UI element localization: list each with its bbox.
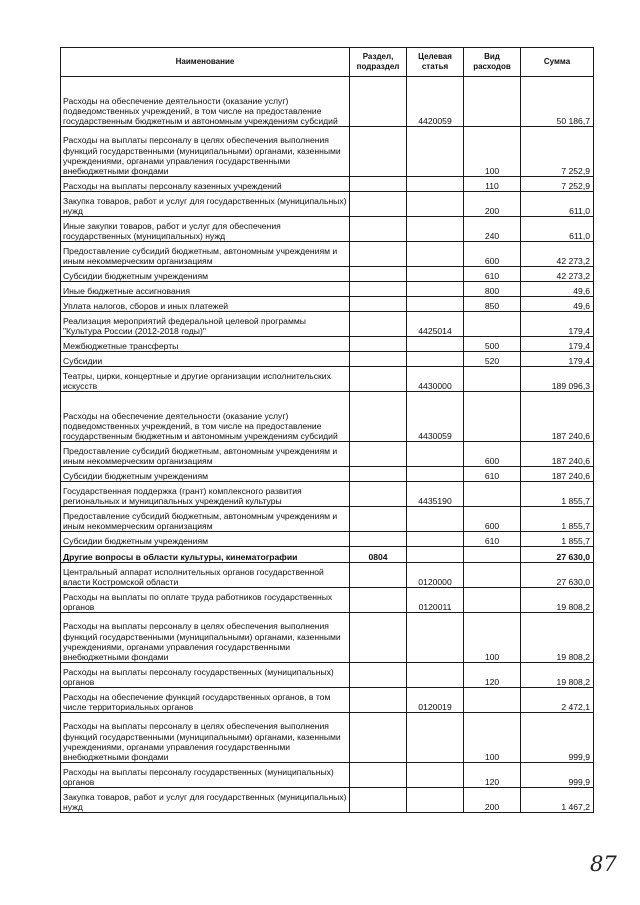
row-type-cell: 610 — [464, 467, 521, 482]
table-row — [61, 563, 594, 588]
row-sum-cell: 27 630,0 — [521, 563, 594, 588]
row-section-cell — [350, 367, 407, 392]
row-type-cell: 520 — [464, 352, 521, 367]
table-row — [61, 442, 594, 467]
row-type-cell: 610 — [464, 267, 521, 282]
row-type-cell: 600 — [464, 507, 521, 532]
row-article-cell: 4425014 — [407, 312, 464, 337]
row-name-cell: Расходы на обеспечение деятельности (оказание услуг) подведомственных учреждений, в том числе на предоставление государственным бюджетным и автономным учреждениям субсидий — [61, 77, 350, 127]
row-name-cell: Уплата налогов, сборов и иных платежей — [61, 297, 350, 312]
row-name-cell: Расходы на выплаты персоналу в целях обеспечения выполнения функций государственными (муниципальными) органами, казенными учреждениями, органами управления государственными внебюджетными фондами — [61, 713, 350, 763]
row-name-cell: Расходы на выплаты персоналу государственных (муниципальных) органов — [61, 663, 350, 688]
row-article-cell: 4420059 — [407, 77, 464, 127]
row-section-cell — [350, 337, 407, 352]
row-section-cell — [350, 507, 407, 532]
row-sum-cell: 19 808,2 — [521, 613, 594, 663]
row-name-cell: Субсидии бюджетным учреждениям — [61, 467, 350, 482]
row-section-cell — [350, 127, 407, 177]
row-article-cell — [407, 127, 464, 177]
table-row — [61, 282, 594, 297]
row-sum-cell: 611,0 — [521, 217, 594, 242]
table-row — [61, 467, 594, 482]
row-name-cell: Расходы на выплаты персоналу в целях обеспечения выполнения функций государственными (муниципальными) органами, казенными учреждениями, органами управления государственными внебюджетными фондами — [61, 613, 350, 663]
row-type-cell: 100 — [464, 713, 521, 763]
row-name-cell: Расходы на обеспечение функций государственных органов, в том числе территориальных органов — [61, 688, 350, 713]
row-sum-cell: 187 240,6 — [521, 442, 594, 467]
row-name-cell: Иные бюджетные ассигнования — [61, 282, 350, 297]
row-type-cell: 610 — [464, 532, 521, 547]
row-section-cell — [350, 177, 407, 192]
row-section-cell — [350, 392, 407, 442]
table-row — [61, 312, 594, 337]
row-name-cell: Субсидии — [61, 352, 350, 367]
row-section-cell — [350, 467, 407, 482]
row-sum-cell: 611,0 — [521, 192, 594, 217]
row-type-cell — [464, 77, 521, 127]
row-type-cell: 110 — [464, 177, 521, 192]
table-row — [61, 297, 594, 312]
table-row — [61, 713, 594, 763]
row-type-cell: 850 — [464, 297, 521, 312]
row-article-cell — [407, 442, 464, 467]
row-section-cell: 0804 — [350, 547, 407, 563]
row-type-cell — [464, 312, 521, 337]
row-type-cell: 500 — [464, 337, 521, 352]
row-sum-cell: 179,4 — [521, 352, 594, 367]
row-name-cell: Центральный аппарат исполнительных органов государственной власти Костромской области — [61, 563, 350, 588]
table-row — [61, 392, 594, 442]
row-sum-cell: 49,6 — [521, 282, 594, 297]
row-name-cell: Государственная поддержка (грант) комплексного развития региональных и муниципальных учреждений культуры — [61, 482, 350, 507]
row-article-cell: 4430059 — [407, 392, 464, 442]
table-row — [61, 547, 594, 563]
row-section-cell — [350, 297, 407, 312]
row-article-cell — [407, 613, 464, 663]
row-sum-cell: 1 855,7 — [521, 482, 594, 507]
header-sum: Сумма — [521, 48, 594, 77]
row-article-cell — [407, 352, 464, 367]
row-sum-cell: 999,9 — [521, 763, 594, 788]
header-section: Раздел, подраздел — [350, 48, 407, 77]
row-sum-cell: 50 186,7 — [521, 77, 594, 127]
row-sum-cell: 7 252,9 — [521, 177, 594, 192]
row-section-cell — [350, 713, 407, 763]
row-article-cell — [407, 282, 464, 297]
row-name-cell: Межбюджетные трансферты — [61, 337, 350, 352]
row-article-cell — [407, 663, 464, 688]
page-number: 87 — [590, 852, 617, 876]
row-name-cell: Предоставление субсидий бюджетным, автономным учреждениям и иным некоммерческим организациям — [61, 442, 350, 467]
row-article-cell — [407, 267, 464, 282]
row-section-cell — [350, 532, 407, 547]
row-sum-cell: 49,6 — [521, 297, 594, 312]
row-sum-cell: 19 808,2 — [521, 588, 594, 613]
row-name-cell: Предоставление субсидий бюджетным, автономным учреждениям и иным некоммерческим организациям — [61, 242, 350, 267]
row-article-cell — [407, 507, 464, 532]
table-header-row — [61, 48, 594, 77]
row-section-cell — [350, 613, 407, 663]
table-row — [61, 788, 594, 813]
row-type-cell — [464, 392, 521, 442]
table-row — [61, 688, 594, 713]
row-name-cell: Расходы на выплаты персоналу государственных (муниципальных) органов — [61, 763, 350, 788]
row-article-cell: 0120000 — [407, 563, 464, 588]
table-row — [61, 127, 594, 177]
row-type-cell — [464, 688, 521, 713]
row-type-cell: 200 — [464, 788, 521, 813]
row-name-cell: Расходы на обеспечение деятельности (оказание услуг) подведомственных учреждений, в том числе на предоставление государственным бюджетным и автономным учреждениям субсидий — [61, 392, 350, 442]
row-article-cell: 4435190 — [407, 482, 464, 507]
header-article: Целевая статья — [407, 48, 464, 77]
row-article-cell: 0120019 — [407, 688, 464, 713]
row-name-cell: Расходы на выплаты по оплате труда работников государственных органов — [61, 588, 350, 613]
row-type-cell: 600 — [464, 242, 521, 267]
row-name-cell: Иные закупки товаров, работ и услуг для обеспечения государственных (муниципальных) нужд — [61, 217, 350, 242]
table-row — [61, 588, 594, 613]
row-type-cell — [464, 588, 521, 613]
row-name-cell: Субсидии бюджетным учреждениям — [61, 532, 350, 547]
row-section-cell — [350, 588, 407, 613]
table-row — [61, 77, 594, 127]
row-article-cell — [407, 788, 464, 813]
row-section-cell — [350, 482, 407, 507]
table-row — [61, 217, 594, 242]
row-sum-cell: 27 630,0 — [521, 547, 594, 563]
table-row — [61, 763, 594, 788]
row-sum-cell: 42 273,2 — [521, 242, 594, 267]
header-type: Вид расходов — [464, 48, 521, 77]
row-sum-cell: 2 472,1 — [521, 688, 594, 713]
row-article-cell — [407, 547, 464, 563]
row-section-cell — [350, 267, 407, 282]
row-section-cell — [350, 242, 407, 267]
row-name-cell: Закупка товаров, работ и услуг для государственных (муниципальных) нужд — [61, 788, 350, 813]
row-name-cell: Другие вопросы в области культуры, кинематографии — [61, 547, 350, 563]
row-section-cell — [350, 192, 407, 217]
row-sum-cell: 187 240,6 — [521, 467, 594, 482]
table-body — [61, 77, 594, 813]
table-row — [61, 267, 594, 282]
row-article-cell — [407, 242, 464, 267]
row-section-cell — [350, 217, 407, 242]
row-section-cell — [350, 563, 407, 588]
row-article-cell — [407, 192, 464, 217]
row-article-cell — [407, 337, 464, 352]
row-sum-cell: 179,4 — [521, 312, 594, 337]
row-section-cell — [350, 688, 407, 713]
row-article-cell — [407, 713, 464, 763]
table-row — [61, 192, 594, 217]
table-row — [61, 367, 594, 392]
row-article-cell — [407, 217, 464, 242]
row-section-cell — [350, 788, 407, 813]
row-sum-cell: 179,4 — [521, 337, 594, 352]
row-type-cell: 100 — [464, 613, 521, 663]
row-section-cell — [350, 77, 407, 127]
row-type-cell — [464, 547, 521, 563]
row-name-cell: Предоставление субсидий бюджетным, автономным учреждениям и иным некоммерческим организациям — [61, 507, 350, 532]
row-name-cell: Закупка товаров, работ и услуг для государственных (муниципальных) нужд — [61, 192, 350, 217]
row-name-cell: Расходы на выплаты персоналу в целях обеспечения выполнения функций государственными (муниципальными) органами, казенными учреждениями, органами управления государственными внебюджетными фондами — [61, 127, 350, 177]
row-section-cell — [350, 763, 407, 788]
row-article-cell — [407, 467, 464, 482]
row-name-cell: Расходы на выплаты персоналу казенных учреждений — [61, 177, 350, 192]
row-sum-cell: 999,9 — [521, 713, 594, 763]
row-sum-cell: 42 273,2 — [521, 267, 594, 282]
row-section-cell — [350, 442, 407, 467]
row-section-cell — [350, 352, 407, 367]
row-article-cell — [407, 297, 464, 312]
row-type-cell: 120 — [464, 763, 521, 788]
header-name: Наименование — [61, 48, 350, 77]
table-row — [61, 663, 594, 688]
row-name-cell: Реализация мероприятий федеральной целевой программы "Культура России (2012-2018 годы)" — [61, 312, 350, 337]
row-sum-cell: 1 467,2 — [521, 788, 594, 813]
row-type-cell: 800 — [464, 282, 521, 297]
row-type-cell: 240 — [464, 217, 521, 242]
row-type-cell: 600 — [464, 442, 521, 467]
row-article-cell: 0120011 — [407, 588, 464, 613]
table-row — [61, 532, 594, 547]
row-sum-cell: 1 855,7 — [521, 532, 594, 547]
row-type-cell: 200 — [464, 192, 521, 217]
table-row — [61, 242, 594, 267]
row-article-cell — [407, 763, 464, 788]
table-row — [61, 507, 594, 532]
budget-table — [60, 47, 594, 813]
row-section-cell — [350, 663, 407, 688]
row-sum-cell: 19 808,2 — [521, 663, 594, 688]
row-name-cell: Субсидии бюджетным учреждениям — [61, 267, 350, 282]
row-type-cell: 120 — [464, 663, 521, 688]
row-section-cell — [350, 312, 407, 337]
row-section-cell — [350, 282, 407, 297]
row-type-cell: 100 — [464, 127, 521, 177]
table-row — [61, 337, 594, 352]
row-type-cell — [464, 367, 521, 392]
row-sum-cell: 7 252,9 — [521, 127, 594, 177]
row-name-cell: Театры, цирки, концертные и другие организации исполнительских искусств — [61, 367, 350, 392]
row-sum-cell: 187 240,6 — [521, 392, 594, 442]
table-row — [61, 482, 594, 507]
row-type-cell — [464, 563, 521, 588]
row-sum-cell: 189 096,3 — [521, 367, 594, 392]
row-article-cell — [407, 532, 464, 547]
row-sum-cell: 1 855,7 — [521, 507, 594, 532]
row-article-cell: 4430000 — [407, 367, 464, 392]
table-row — [61, 177, 594, 192]
row-article-cell — [407, 177, 464, 192]
row-type-cell — [464, 482, 521, 507]
table-row — [61, 352, 594, 367]
table-row — [61, 613, 594, 663]
